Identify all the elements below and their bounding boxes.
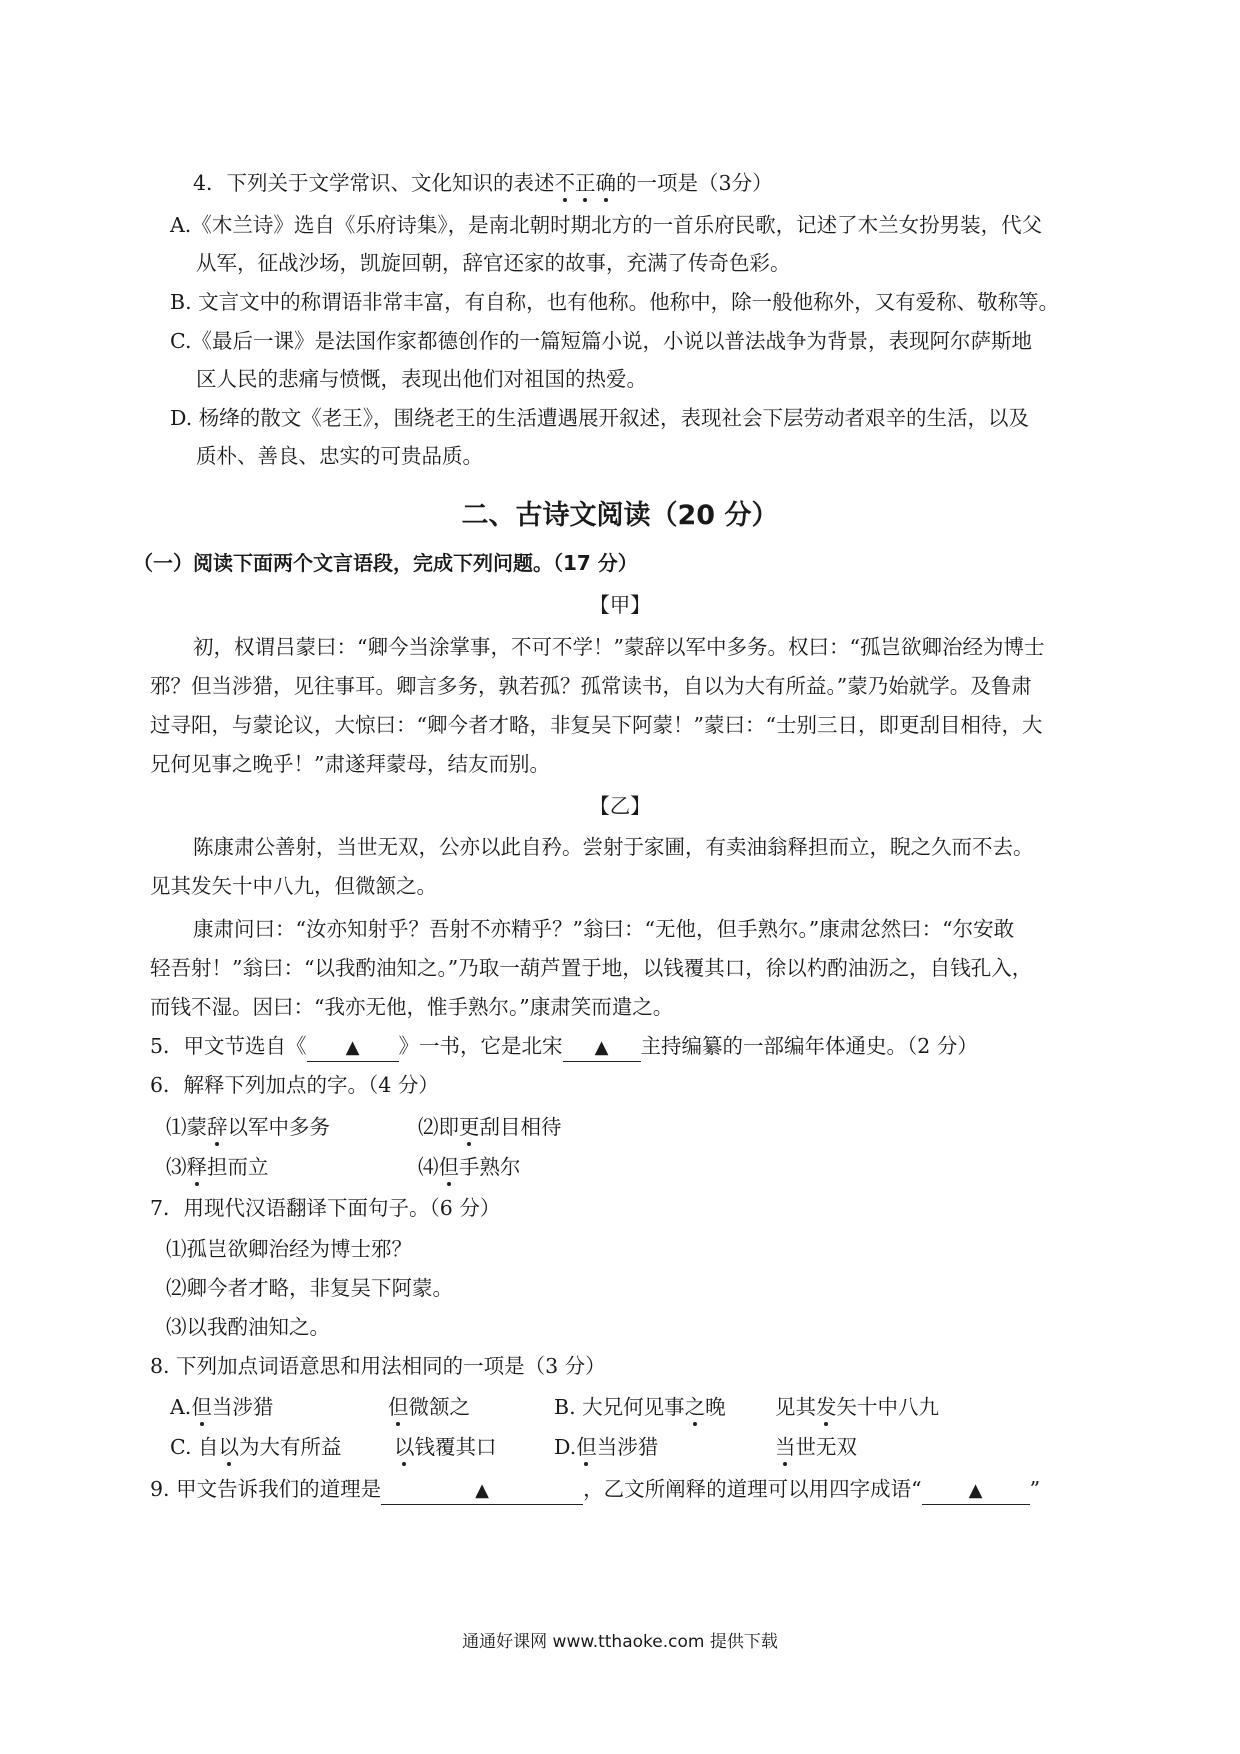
- q8-option-d1: D.但当涉猎: [554, 1435, 659, 1459]
- q4-option-d-line1: D. 杨绛的散文《老王》，围绕老王的生活遭遇展开叙述，表现社会下层劳动者艰辛的生活，以及: [170, 406, 1029, 430]
- passage-yi-line: 轻吾射！”翁曰：“以我酌油知之。”乃取一葫芦置于地，以钱覆其口，徐以杓酌油沥之，自钱孔入，: [150, 956, 1033, 980]
- q5: 5．甲文节选自《 ▲ 》一书，它是北宋 ▲ 主持编纂的一部编年体通史。（2 分）: [150, 1031, 978, 1062]
- emphasis-char: 确: [595, 171, 617, 195]
- emphasis-char: 发: [816, 1395, 837, 1419]
- answer-blank[interactable]: [381, 1476, 583, 1505]
- emphasis-char: 以: [218, 1435, 239, 1459]
- section-title: 二、古诗文阅读（20 分）: [461, 500, 779, 531]
- q4-option-a-line2: 从军，征战沙场，凯旋回朝，辞官还家的故事，充满了传奇色彩。: [196, 251, 791, 275]
- emphasis-char: 但: [388, 1395, 409, 1419]
- emphasis-char: 正: [575, 171, 596, 195]
- q8-stem: 8. 下列加点词语意思和用法相同的一项是（3 分）: [150, 1354, 606, 1378]
- emphasis-char: 但: [576, 1435, 597, 1459]
- q8-option-c1: C. 自以为大有所益: [170, 1435, 342, 1459]
- q4-option-a-line1: A.《木兰诗》选自《乐府诗集》，是南北朝时期北方的一首乐府民歌，记述了木兰女扮男装，代父: [170, 213, 1043, 237]
- q4-option-d-line2: 质朴、善良、忠实的可贵品质。: [196, 444, 483, 468]
- q4-option-b: B. 文言文中的称谓语非常丰富，有自称，也有他称。他称中，除一般他称外，又有爱称、敬称等。: [170, 290, 1060, 314]
- q8-option-a1: A.但当涉猎: [170, 1395, 274, 1419]
- triangle-icon: ▲: [475, 1480, 489, 1501]
- q4-option-c-line1: C.《最后一课》是法国作家都德创作的一篇短篇小说，小说以普法战争为背景，表现阿尔萨斯地: [170, 329, 1032, 353]
- q9: 9. 甲文告诉我们的道理是 ▲ ，乙文所阐释的道理可以用四字成语“ ▲ ”: [150, 1474, 1040, 1505]
- answer-blank[interactable]: [563, 1033, 641, 1062]
- answer-blank[interactable]: [307, 1033, 399, 1062]
- q4-option-c-line2: 区人民的悲痛与愤慨，表现出他们对祖国的热爱。: [196, 367, 647, 391]
- passage-yi-line: 陈康肃公善射，当世无双，公亦以此自矜。尝射于家圃，有卖油翁释担而立，睨之久而不去。: [193, 835, 1034, 859]
- triangle-icon: ▲: [345, 1037, 360, 1058]
- q6-stem: 6．解释下列加点的字。（4 分）: [150, 1073, 439, 1097]
- q7-stem: 7．用现代汉语翻译下面句子。（6 分）: [150, 1196, 501, 1220]
- emphasis-char: 之: [684, 1395, 706, 1419]
- q8-option-b2: 见其发矢十中八九: [775, 1395, 939, 1419]
- subsection-title: （一）阅读下面两个文言语段，完成下列问题。（17 分）: [133, 551, 638, 575]
- q6-item-2: ⑵即更刮目相待: [418, 1115, 562, 1139]
- emphasis-char: 但: [191, 1395, 212, 1419]
- passage-yi-line: 康肃问曰：“汝亦知射乎？吾射不亦精乎？”翁曰：“无他，但手熟尔。”康肃忿然曰：“尔安敢: [193, 917, 1015, 941]
- answer-blank[interactable]: [922, 1476, 1030, 1505]
- emphasis-char: 释: [186, 1155, 207, 1179]
- q7-sentence-1: ⑴孤岂欲卿治经为博士邪？: [166, 1237, 412, 1261]
- triangle-icon: ▲: [594, 1037, 609, 1058]
- passage-jia-line: 兄何见事之晚乎！”肃遂拜蒙母，结友而别。: [150, 752, 550, 776]
- triangle-icon: ▲: [968, 1480, 983, 1501]
- q8-option-d2: 当世无双: [775, 1435, 857, 1459]
- passage-yi-label: 【乙】: [589, 794, 651, 818]
- emphasis-char: 但: [438, 1155, 459, 1179]
- emphasis-char: 以: [394, 1435, 415, 1459]
- passage-yi-line: 见其发矢十中八九，但微颔之。: [150, 874, 437, 898]
- q6-item-4: ⑷但手熟尔: [418, 1155, 521, 1179]
- emphasis-char: 辞: [207, 1115, 228, 1139]
- emphasis-char: 不: [554, 171, 576, 195]
- passage-yi-line: 而钱不湿。因曰：“我亦无他，惟手熟尔。”康肃笑而遣之。: [150, 995, 674, 1019]
- passage-jia-line: 过寻阳，与蒙论议，大惊曰：“卿今者才略，非复吴下阿蒙！”蒙曰：“士别三日，即更刮目相待，大: [150, 713, 1043, 737]
- q7-sentence-3: ⑶以我酌油知之。: [166, 1315, 330, 1339]
- passage-jia-line: 初，权谓吕蒙曰：“卿今当涂掌事，不可不学！”蒙辞以军中多务。权曰：“孤岂欲卿治经为博士: [193, 635, 1045, 659]
- passage-jia-line: 邪？但当涉猎，见往事耳。卿言多务，孰若孤？孤常读书，自以为大有所益。”蒙乃始就学。及鲁肃: [150, 674, 1032, 698]
- passage-jia-label: 【甲】: [589, 593, 651, 617]
- page-footer: 通通好课网 www.tthaoke.com 提供下载: [462, 1632, 778, 1652]
- q8-option-c2: 以钱覆其口: [394, 1435, 497, 1459]
- q8-option-b1: B. 大兄何见事之晚: [554, 1395, 726, 1419]
- q4-stem: 4．下列关于文学常识、文化知识的表述不正确的一项是（3分）: [193, 171, 773, 195]
- q7-sentence-2: ⑵卿今者才略，非复吴下阿蒙。: [166, 1276, 453, 1300]
- q8-option-a2: 但微颔之: [388, 1395, 470, 1419]
- q6-item-3: ⑶释担而立: [166, 1155, 269, 1179]
- emphasis-char: 更: [459, 1115, 480, 1139]
- emphasis-char: 当: [775, 1435, 796, 1459]
- q6-item-1: ⑴蒙辞以军中多务: [166, 1115, 330, 1139]
